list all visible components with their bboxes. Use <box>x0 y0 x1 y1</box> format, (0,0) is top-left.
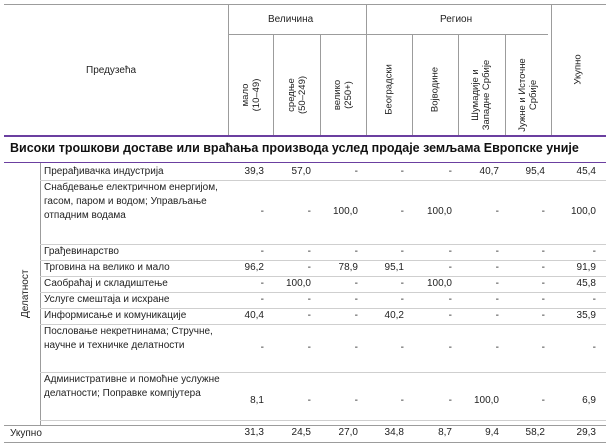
table-cell: 95,4 <box>525 166 545 177</box>
total-cell: 58,2 <box>525 427 545 438</box>
total-label: Укупно <box>10 428 42 439</box>
table-cell: - <box>592 294 596 305</box>
table-cell: - <box>354 395 358 406</box>
enterprises-header: Предузећа <box>86 65 137 76</box>
table-cell: - <box>260 246 264 257</box>
table-bottom-border <box>4 442 606 443</box>
table-cell: - <box>592 246 596 257</box>
table-cell: - <box>495 262 499 273</box>
table-cell: - <box>495 294 499 305</box>
table-cell: - <box>541 395 545 406</box>
table-cell: 100,0 <box>473 395 499 406</box>
column-header: Јужне и Источне Србије <box>517 58 539 132</box>
table-cell: - <box>400 166 404 177</box>
table-cell: - <box>495 206 499 217</box>
table-top-border <box>4 4 606 5</box>
table-cell: 39,3 <box>244 166 264 177</box>
table-cell: - <box>541 310 545 321</box>
table-cell: 78,9 <box>338 262 358 273</box>
table-cell: - <box>307 310 311 321</box>
table-cell: 40,7 <box>479 166 499 177</box>
total-cell: 9,4 <box>485 427 499 438</box>
table-cell: - <box>307 395 311 406</box>
column-header: средње (50–249) <box>286 75 308 115</box>
table-cell: 91,9 <box>576 262 596 273</box>
total-cell: 24,5 <box>291 427 311 438</box>
total-cell: 31,3 <box>244 427 264 438</box>
column-header: Војводине <box>429 66 441 113</box>
table-cell: - <box>354 278 358 289</box>
table-cell: - <box>260 294 264 305</box>
table-cell: - <box>448 262 452 273</box>
table-cell: - <box>354 246 358 257</box>
table-cell: - <box>400 278 404 289</box>
table-cell: - <box>448 342 452 353</box>
table-cell: 100,0 <box>570 206 596 217</box>
table-cell: - <box>354 166 358 177</box>
table-cell: - <box>260 342 264 353</box>
table-cell: - <box>541 294 545 305</box>
table-cell: 95,1 <box>384 262 404 273</box>
total-cell: 8,7 <box>438 427 452 438</box>
section-title: Високи трошкови доставе или враћања производа услед продаје земљама Европске уније <box>10 141 579 155</box>
group-header-divider <box>228 34 548 35</box>
table-cell: 100,0 <box>285 278 311 289</box>
table-cell: 40,2 <box>384 310 404 321</box>
table-cell: - <box>354 310 358 321</box>
table-cell: - <box>307 246 311 257</box>
column-header: Београдски <box>383 64 395 115</box>
table-cell: 45,4 <box>576 166 596 177</box>
table-cell: - <box>354 294 358 305</box>
table-cell: 45,8 <box>576 278 596 289</box>
table-cell: - <box>260 278 264 289</box>
row-label: Услуге смештаја и исхране <box>44 294 170 305</box>
table-cell: - <box>541 342 545 353</box>
table-cell: - <box>495 310 499 321</box>
table-cell: - <box>307 342 311 353</box>
total-cell: 34,8 <box>384 427 404 438</box>
column-header: Шумадије и Западне Србије <box>470 59 492 131</box>
row-label: Грађевинарство <box>44 246 119 257</box>
table-cell: - <box>448 310 452 321</box>
table-cell: - <box>495 342 499 353</box>
size-group-header: Величина <box>268 14 314 25</box>
table-cell: - <box>541 278 545 289</box>
table-cell: - <box>448 395 452 406</box>
row-label: Административне и помоћне услужне делатности; Поправке компјутера <box>44 374 220 399</box>
region-group-header: Регион <box>440 14 473 25</box>
table-cell: 100,0 <box>426 206 452 217</box>
table-cell: - <box>541 246 545 257</box>
table-cell: - <box>307 294 311 305</box>
table-cell: - <box>400 395 404 406</box>
table-cell: - <box>495 246 499 257</box>
table-cell: 57,0 <box>291 166 311 177</box>
table-cell: 35,9 <box>576 310 596 321</box>
total-cell: 29,3 <box>576 427 596 438</box>
table-cell: - <box>307 206 311 217</box>
column-header: Укупно <box>572 54 584 85</box>
table-cell: - <box>448 294 452 305</box>
table-cell: - <box>448 166 452 177</box>
row-label: Саобраћај и складиштење <box>44 278 168 289</box>
row-label: Прерађивачка индустрија <box>44 166 164 177</box>
table-cell: - <box>400 342 404 353</box>
table-cell: 6,9 <box>582 395 596 406</box>
row-label: Трговина на велико и мало <box>44 262 170 273</box>
table-cell: 8,1 <box>250 395 264 406</box>
table-cell: - <box>592 342 596 353</box>
table-cell: 96,2 <box>244 262 264 273</box>
table-cell: - <box>354 342 358 353</box>
table-cell: 100,0 <box>426 278 452 289</box>
table-cell: - <box>448 246 452 257</box>
column-header: велико (250+) <box>332 79 354 111</box>
table-cell: - <box>541 206 545 217</box>
table-cell: - <box>400 206 404 217</box>
total-cell: 27,0 <box>338 427 358 438</box>
table-cell: - <box>307 262 311 273</box>
table-cell: 40,4 <box>244 310 264 321</box>
total-top-border <box>4 425 606 426</box>
table-cell: - <box>260 206 264 217</box>
row-label: Пословање некретнинама; Стручне, научне и техничке делатности <box>44 326 213 351</box>
table-cell: - <box>400 294 404 305</box>
activity-side-label: Делатност <box>20 269 31 318</box>
table-cell: 100,0 <box>332 206 358 217</box>
table-cell: - <box>400 246 404 257</box>
row-divider <box>40 420 606 421</box>
column-header: мало (10–49) <box>240 78 262 112</box>
table-cell: - <box>495 278 499 289</box>
row-label: Снабдевање електричном енергијом, гасом, паром и водом; Управљање отпадним водама <box>44 182 218 221</box>
row-label: Информисање и комуникације <box>44 310 187 321</box>
table-cell: - <box>541 262 545 273</box>
